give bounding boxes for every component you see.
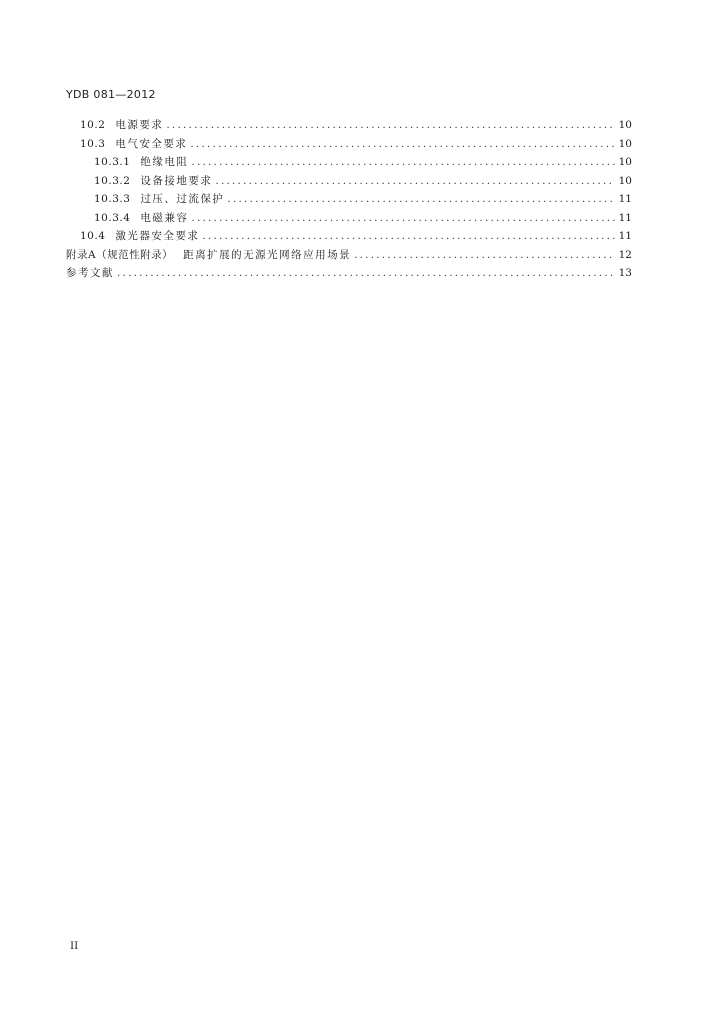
toc-entry-number: 10.2	[80, 119, 106, 131]
toc-dot-leader	[354, 249, 615, 261]
toc-dot-leader	[191, 156, 615, 168]
toc-dot-leader	[166, 119, 615, 131]
toc-entry-page: 11	[618, 211, 632, 224]
toc-entry-10-3-2[interactable]	[66, 173, 632, 192]
toc-entry-number: 10.4	[80, 230, 106, 242]
toc-entry-page: 11	[618, 230, 632, 242]
toc-entry-number: 10.3.1	[94, 156, 131, 168]
toc-entry-title: 设备接地要求	[140, 174, 213, 187]
toc-entry-10-3-1[interactable]	[66, 154, 632, 173]
toc-dot-leader	[215, 175, 615, 187]
document-header	[66, 88, 156, 101]
toc-entry-title: 距离扩展的无源光网络应用场景	[183, 248, 352, 261]
toc-entry-page: 13	[618, 267, 632, 279]
toc-entry-page: 10	[618, 174, 632, 187]
toc-entry-title: 电气安全要求	[115, 137, 188, 150]
table-of-contents	[66, 117, 632, 284]
toc-entry-number: 10.3	[80, 137, 106, 150]
toc-entry-number: 附录A（规范性附录）	[66, 248, 174, 261]
toc-entry-title: 激光器安全要求	[115, 230, 200, 242]
toc-entry-10-3-3[interactable]	[66, 191, 632, 210]
toc-entry-title: 过压、过流保护	[140, 193, 225, 205]
page-footer	[70, 940, 78, 952]
toc-entry-title: 参考文献	[66, 267, 114, 279]
toc-entry-number: 10.3.4	[94, 211, 131, 224]
toc-entry-references[interactable]	[66, 265, 632, 284]
toc-entry-page: 11	[618, 193, 632, 205]
toc-entry-10-2[interactable]	[66, 117, 632, 136]
toc-dot-leader	[202, 230, 615, 242]
toc-entry-title: 电磁兼容	[140, 211, 189, 224]
page-number: II	[70, 940, 79, 952]
toc-dot-leader	[117, 267, 615, 279]
toc-entry-number: 10.3.3	[94, 193, 131, 205]
toc-dot-leader	[190, 138, 615, 150]
toc-entry-page: 12	[618, 248, 632, 261]
toc-entry-title: 电源要求	[115, 119, 164, 131]
toc-entry-page: 10	[618, 156, 632, 168]
toc-entry-title: 绝缘电阻	[140, 156, 189, 168]
toc-entry-10-3[interactable]	[66, 136, 632, 155]
toc-entry-10-3-4[interactable]	[66, 210, 632, 229]
toc-entry-number: 10.3.2	[94, 174, 131, 187]
toc-dot-leader	[227, 193, 615, 205]
toc-entry-10-4[interactable]	[66, 228, 632, 247]
toc-entry-appendix-a[interactable]	[66, 247, 632, 266]
document-id: YDB 081—2012	[66, 88, 156, 101]
toc-entry-page: 10	[618, 119, 632, 131]
toc-entry-page: 10	[618, 137, 632, 150]
toc-dot-leader	[191, 212, 615, 224]
